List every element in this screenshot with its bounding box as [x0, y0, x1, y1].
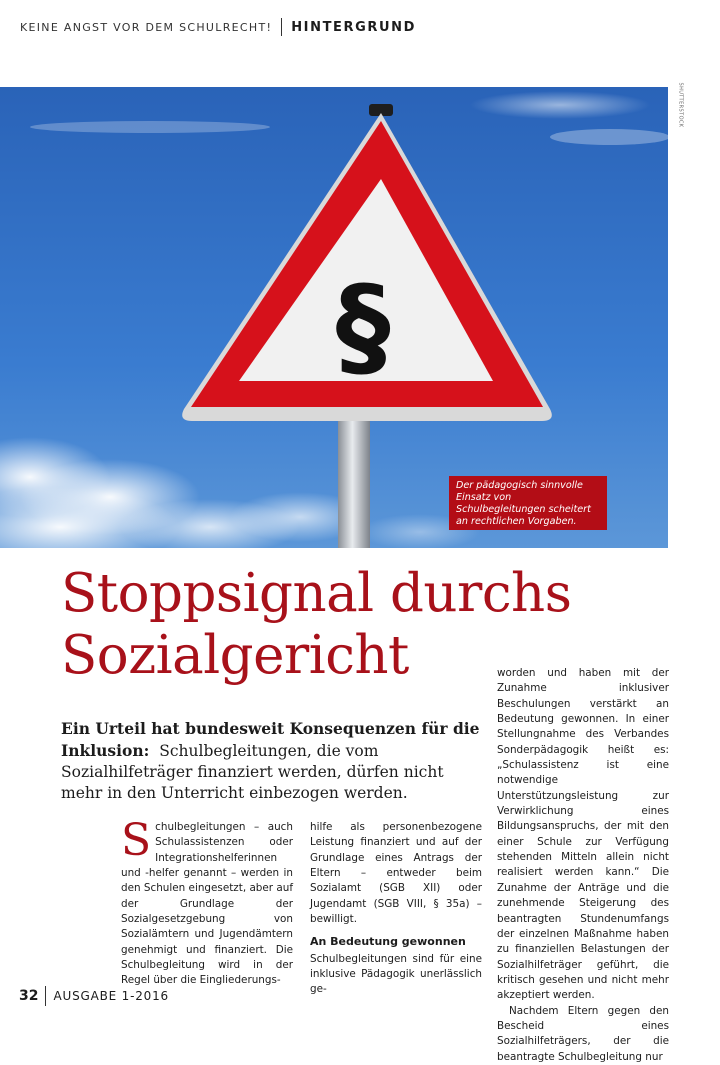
photo-caption: Der pädagogisch sinnvolle Einsatz von Schulbegleitungen scheitert an rechtlichen Vorgaben. — [449, 476, 607, 530]
title-line-2: Sozialgericht — [61, 625, 409, 686]
body-column-2 — [310, 820, 482, 998]
body-column-3 — [497, 666, 669, 1065]
col2-paragraph-2: Schulbegleitungen sind für eine inklusive Pädagogik unerlässlich ge- — [310, 952, 482, 996]
lead-text: Schulbegleitungen, die vom Sozialhilfeträger finanziert werden, dürfen nicht mehr in den Unterricht einbezogen werden. — [61, 742, 444, 802]
issue-label: AUSGABE 1-2016 — [53, 989, 169, 1003]
body-column-1 — [121, 815, 293, 989]
body-paragraph — [121, 815, 293, 989]
article-lead — [61, 718, 481, 804]
subheading: An Bedeutung gewonnen — [310, 935, 466, 949]
paragraph-symbol: § — [335, 262, 391, 390]
lead-bold: Ein Urteil hat bundesweit Konsequenzen für die Inklusion: — [61, 719, 480, 760]
photo-credit — [672, 82, 684, 128]
section-label: HINTERGRUND — [291, 19, 417, 35]
drop-cap: S — [121, 815, 152, 866]
col3-paragraph-1: worden und haben mit der Zunahme inklusiver Beschulungen verstärkt an Bedeutung gewonnen. In einer Stellungnahme des Verbandes Sonderpädagogik heißt es: „Schulassistenz ist eine notwendige Unterstützungsleistung zur Verwirklichung eines Bildungsanspruchs, der mit den einer Schule zur Verfügung stehenden Mitteln allein nicht realisiert werden kann.“ Die Zunahme der Anträge und die zunehmende Steigerung des beantragten Stundenumfangs der einzelnen Maßnahme haben zu finanziellen Belastungen der Sozialhilfeträger geführt, die kritisch gesehen und nicht mehr akzeptiert werden. — [497, 667, 669, 1002]
title-line-1: Stoppsignal durchs — [61, 563, 572, 624]
photo-credit-text: SHUTTERSTOCK — [677, 82, 684, 128]
page-number: 32 — [19, 988, 39, 1004]
col1-text: chulbegleitungen – auch Schulassistenzen oder Integrationshelferinnen und -helfer genannt – werden in den Schulen eingesetzt, aber auf der Grundlage der Sozialgesetzgebung von Sozialämtern und Jugendämtern genehmigt und finanziert. Die Schulbegleitung wird in der Regel über die Eingliederungs- — [121, 821, 293, 987]
page-footer — [19, 985, 169, 1007]
col3-paragraph-2: Nachdem Eltern gegen den Bescheid eines Sozialhilfeträgers, der die beantragte Schulbegleitung nur — [497, 1004, 669, 1063]
col2-paragraph-1: hilfe als personenbezogene Leistung finanziert und auf der Grundlage eines Antrags der Eltern – entweder beim Sozialamt (SGB XII) oder Jugendamt (SGB VIII, § 35a) – bewilligt. — [310, 821, 482, 926]
header-divider — [281, 18, 282, 36]
header-kicker: KEINE ANGST VOR DEM SCHULRECHT! — [20, 20, 273, 34]
footer-divider — [45, 986, 46, 1006]
page-header — [20, 16, 416, 38]
